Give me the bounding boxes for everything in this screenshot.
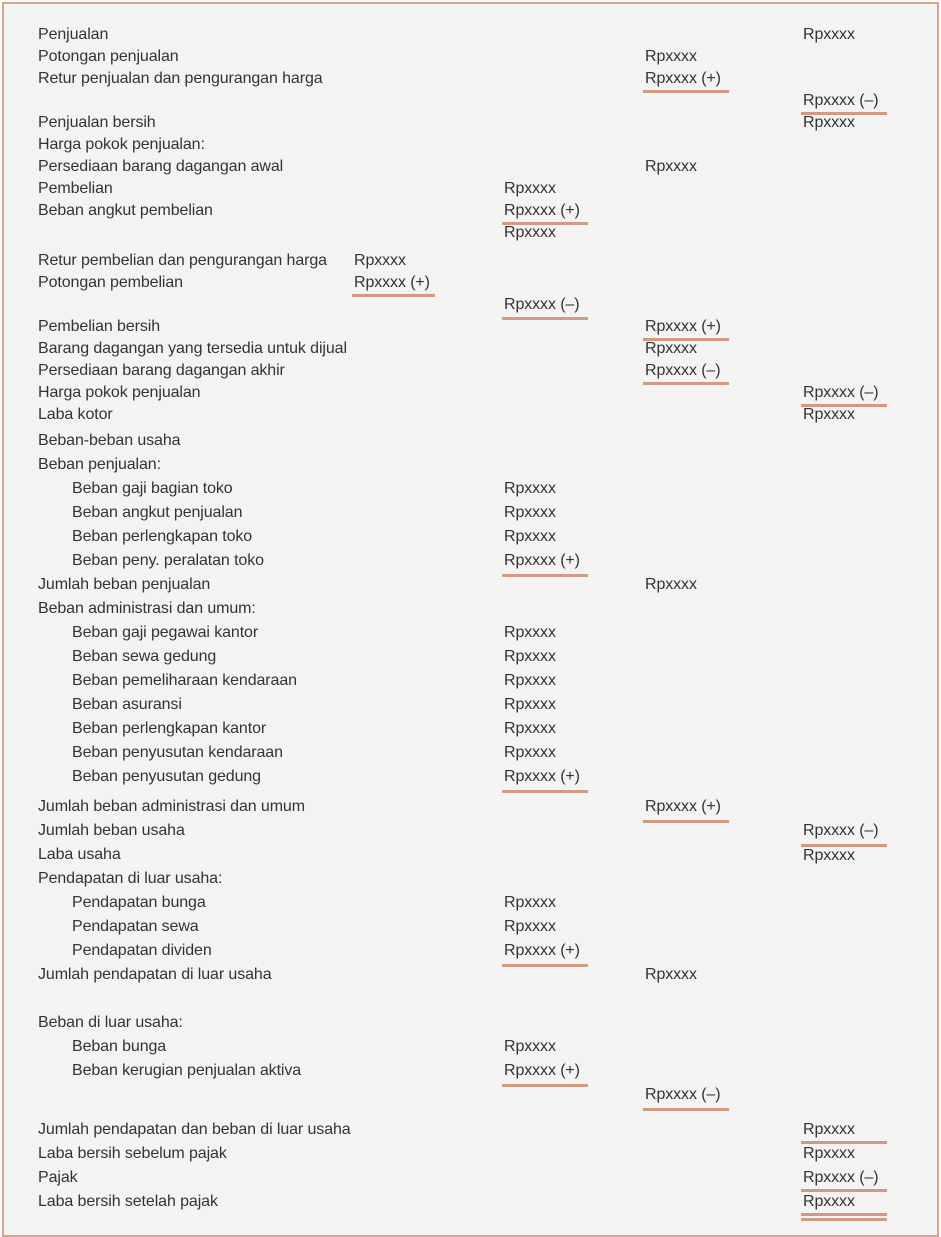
amount-potongan-pembelian: Rpxxxx (+) [354, 274, 430, 291]
label-pendapatan-luar-item: Pendapatan sewa [72, 918, 199, 935]
label-pajak: Pajak [38, 1169, 78, 1186]
label-laba-usaha: Laba usaha [38, 846, 121, 863]
label-beban-admin-item: Beban perlengkapan kantor [72, 720, 267, 737]
label-penjualan: Penjualan [38, 26, 109, 43]
double-underline-top [801, 1213, 887, 1216]
amount-beban-penjualan-item: Rpxxxx [504, 480, 556, 497]
amount-laba-setelah-pajak: Rpxxxx [803, 1193, 855, 1210]
label-laba-setelah-pajak: Laba bersih setelah pajak [38, 1193, 218, 1210]
amount-beban-admin-item: Rpxxxx [504, 744, 556, 761]
label-beban-admin-item: Beban penyusutan gedung [72, 768, 261, 785]
label-retur-penjualan: Retur penjualan dan pengurangan harga [38, 70, 323, 87]
amount-pembelian-bersih: Rpxxxx (+) [645, 318, 721, 335]
label-beban-admin-item: Beban sewa gedung [72, 648, 217, 665]
amount-subtotal-pengurang-pembelian: Rpxxxx (–) [504, 296, 580, 313]
income-statement-document [2, 2, 939, 1237]
label-beban-luar-header: Beban di luar usaha: [38, 1014, 183, 1031]
label-jumlah-beban-usaha: Jumlah beban usaha [38, 822, 185, 839]
amount-pendapatan-luar-item: Rpxxxx [504, 918, 556, 935]
underline [352, 294, 435, 297]
amount-retur-pembelian: Rpxxxx [354, 252, 406, 269]
amount-persediaan-akhir: Rpxxxx (–) [645, 362, 721, 379]
amount-jumlah-beban-usaha: Rpxxxx (–) [803, 822, 879, 839]
label-jumlah-beban-admin: Jumlah beban administrasi dan umum [38, 798, 305, 815]
amount-laba-sebelum-pajak: Rpxxxx [803, 1145, 855, 1162]
label-beban-admin-item: Beban asuransi [72, 696, 182, 713]
label-pendapatan-luar-item: Pendapatan bunga [72, 894, 206, 911]
amount-jumlah-beban-penjualan: Rpxxxx [645, 576, 697, 593]
amount-beban-luar-item: Rpxxxx (+) [504, 1062, 580, 1079]
amount-pembelian: Rpxxxx [504, 180, 556, 197]
amount-beban-angkut-pembelian: Rpxxxx (+) [504, 202, 580, 219]
label-potongan-pembelian: Potongan pembelian [38, 274, 183, 291]
label-potongan-penjualan: Potongan penjualan [38, 48, 179, 65]
underline [502, 790, 588, 793]
label-harga-pokok-penjualan: Harga pokok penjualan [38, 384, 201, 401]
amount-pendapatan-luar-item: Rpxxxx (+) [504, 942, 580, 959]
label-beban-admin-header: Beban administrasi dan umum: [38, 600, 256, 617]
label-pendapatan-luar-header: Pendapatan di luar usaha: [38, 870, 223, 887]
label-beban-admin-item: Beban penyusutan kendaraan [72, 744, 283, 761]
underline [643, 1108, 729, 1111]
double-underline-bottom [801, 1218, 887, 1221]
underline [502, 317, 588, 320]
amount-penjualan-bersih: Rpxxxx [803, 114, 855, 131]
amount-retur-penjualan: Rpxxxx (+) [645, 70, 721, 87]
label-beban-usaha-header: Beban-beban usaha [38, 432, 181, 449]
label-pendapatan-luar-item: Pendapatan dividen [72, 942, 212, 959]
amount-beban-penjualan-item: Rpxxxx [504, 528, 556, 545]
label-jumlah-pendapatan-beban-luar: Jumlah pendapatan dan beban di luar usaha [38, 1121, 351, 1138]
label-beban-angkut-pembelian: Beban angkut pembelian [38, 202, 213, 219]
amount-beban-penjualan-item: Rpxxxx [504, 504, 556, 521]
label-penjualan-bersih: Penjualan bersih [38, 114, 156, 131]
label-beban-penjualan-item: Beban gaji bagian toko [72, 480, 233, 497]
label-beban-admin-item: Beban pemeliharaan kendaraan [72, 672, 297, 689]
amount-pajak: Rpxxxx (–) [803, 1169, 879, 1186]
label-laba-sebelum-pajak: Laba bersih sebelum pajak [38, 1145, 227, 1162]
label-jumlah-beban-penjualan: Jumlah beban penjualan [38, 576, 211, 593]
amount-pendapatan-luar-item: Rpxxxx [504, 894, 556, 911]
label-laba-kotor: Laba kotor [38, 406, 113, 423]
amount-beban-admin-item: Rpxxxx [504, 672, 556, 689]
amount-subtotal-pengurang-penjualan: Rpxxxx (–) [803, 92, 879, 109]
label-beban-luar-item: Beban kerugian penjualan aktiva [72, 1062, 302, 1079]
amount-penjualan: Rpxxxx [803, 26, 855, 43]
amount-beban-luar-item: Rpxxxx [504, 1038, 556, 1055]
label-barang-tersedia: Barang dagangan yang tersedia untuk dijual [38, 340, 347, 357]
label-persediaan-akhir: Persediaan barang dagangan akhir [38, 362, 285, 379]
label-beban-luar-item: Beban bunga [72, 1038, 167, 1055]
amount-jumlah-beban-admin: Rpxxxx (+) [645, 798, 721, 815]
label-beban-penjualan-item: Beban perlengkapan toko [72, 528, 253, 545]
amount-subtotal-beban-luar: Rpxxxx (–) [645, 1086, 721, 1103]
underline [502, 1084, 588, 1087]
label-pembelian: Pembelian [38, 180, 113, 197]
label-beban-penjualan-header: Beban penjualan: [38, 456, 161, 473]
amount-jumlah-pendapatan-beban-luar: Rpxxxx [803, 1121, 855, 1138]
amount-beban-admin-item: Rpxxxx [504, 696, 556, 713]
amount-barang-tersedia: Rpxxxx [645, 340, 697, 357]
amount-beban-admin-item: Rpxxxx (+) [504, 768, 580, 785]
underline [643, 820, 729, 823]
amount-jumlah-pendapatan-luar: Rpxxxx [645, 966, 697, 983]
amount-laba-kotor: Rpxxxx [803, 406, 855, 423]
amount-beban-admin-item: Rpxxxx [504, 624, 556, 641]
label-pembelian-bersih: Pembelian bersih [38, 318, 161, 335]
amount-subtotal-pembelian: Rpxxxx [504, 224, 556, 241]
label-retur-pembelian: Retur pembelian dan pengurangan harga [38, 252, 327, 269]
amount-harga-pokok-penjualan: Rpxxxx (–) [803, 384, 879, 401]
label-harga-pokok-header: Harga pokok penjualan: [38, 136, 205, 153]
underline [502, 574, 588, 577]
label-jumlah-pendapatan-luar: Jumlah pendapatan di luar usaha [38, 966, 272, 983]
amount-beban-admin-item: Rpxxxx [504, 720, 556, 737]
underline [643, 90, 729, 93]
label-beban-penjualan-item: Beban peny. peralatan toko [72, 552, 264, 569]
amount-beban-admin-item: Rpxxxx [504, 648, 556, 665]
amount-persediaan-awal: Rpxxxx [645, 158, 697, 175]
label-beban-penjualan-item: Beban angkut penjualan [72, 504, 243, 521]
amount-laba-usaha: Rpxxxx [803, 847, 855, 864]
amount-potongan-penjualan: Rpxxxx [645, 48, 697, 65]
amount-beban-penjualan-item: Rpxxxx (+) [504, 552, 580, 569]
label-persediaan-awal: Persediaan barang dagangan awal [38, 158, 284, 175]
underline [502, 964, 588, 967]
underline [643, 382, 729, 385]
label-beban-admin-item: Beban gaji pegawai kantor [72, 624, 259, 641]
